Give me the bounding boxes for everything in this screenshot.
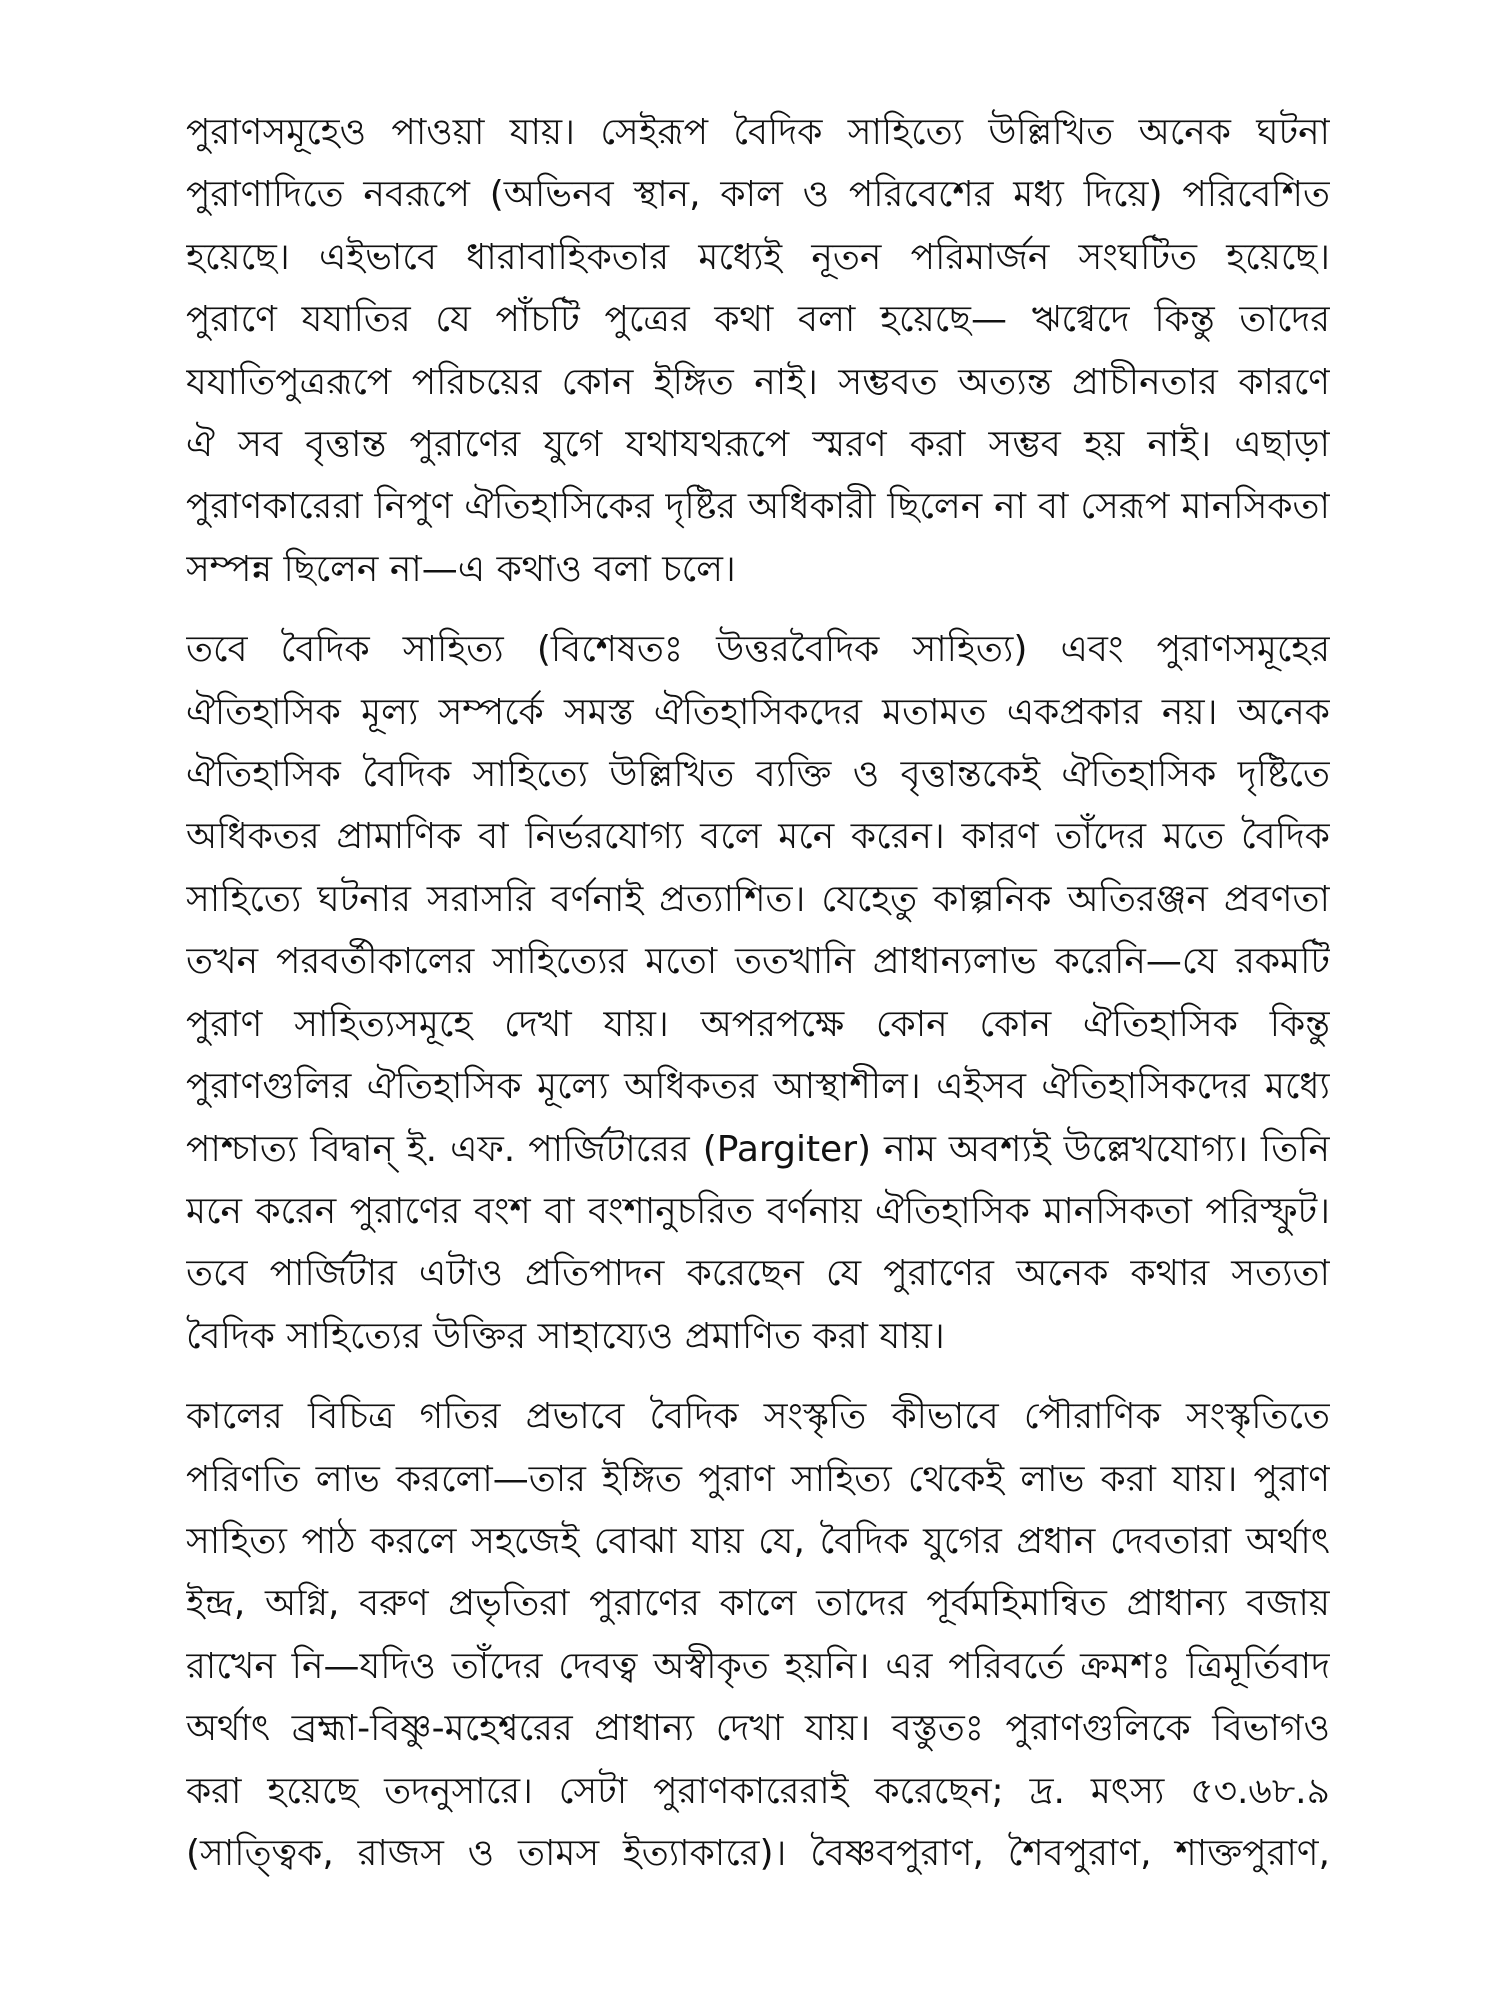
text-line: তখন পরবর্তীকালের সাহিত্যের মতো ততখানি প্রাধান্যলাভ করেনি—যে রকমটি (186, 941, 1330, 983)
text-line: করা হয়েছে তদনুসারে। সেটা পুরাণকারেরাই করেছেন; দ্র. মৎস্য ৫৩.৬৮.৯ (186, 1770, 1330, 1812)
text-line: পুরাণগুলির ঐতিহাসিক মূল্যে অধিকতর আস্থাশীল। এইসব ঐতিহাসিকদের মধ্যে (186, 1066, 1330, 1108)
text-line: ইন্দ্র, অগ্নি, বরুণ প্রভৃতিরা পুরাণের কালে তাদের পূর্বমহিমান্বিত প্রাধান্য বজায় (186, 1583, 1330, 1625)
text-line: ঐতিহাসিক মূল্য সম্পর্কে সমস্ত ঐতিহাসিকদের মতামত একপ্রকার নয়। অনেক (186, 691, 1330, 733)
text-line: তবে পার্জিটার এটাও প্রতিপাদন করেছেন যে পুরাণের অনেক কথার সত্যতা (186, 1253, 1330, 1295)
text-line: অধিকতর প্রামাণিক বা নির্ভরযোগ্য বলে মনে করেন। কারণ তাঁদের মতে বৈদিক (186, 816, 1330, 858)
text-line: সম্পন্ন ছিলেন না—এ কথাও বলা চলে। (186, 548, 736, 590)
paragraph-2 (186, 619, 1330, 1368)
text-line: পুরাণে যযাতির যে পাঁচটি পুত্রের কথা বলা হয়েছে— ঋগ্বেদে কিন্তু তাদের (186, 299, 1330, 341)
text-line: পাশ্চাত্য বিদ্বান্ ই. এফ. পার্জিটারের (Pargiter) নাম অবশ্যই উল্লেখযোগ্য। তিনি (186, 1128, 1330, 1170)
text-line: পুরাণ সাহিত্যসমূহে দেখা যায়। অপরপক্ষে কোন কোন ঐতিহাসিক কিন্তু (186, 1003, 1330, 1045)
text-line: বৈদিক সাহিত্যের উক্তির সাহায্যেও প্রমাণিত করা যায়। (186, 1315, 945, 1357)
text-line: হয়েছে। এইভাবে ধারাবাহিকতার মধ্যেই নূতন পরিমার্জন সংঘটিত হয়েছে। (186, 236, 1330, 278)
text-line: ঐতিহাসিক বৈদিক সাহিত্যে উল্লিখিত ব্যক্তি ও বৃত্তান্তকেই ঐতিহাসিক দৃষ্টিতে (186, 754, 1330, 796)
text-line: মনে করেন পুরাণের বংশ বা বংশানুচরিত বর্ণনায় ঐতিহাসিক মানসিকতা পরিস্ফুট। (186, 1190, 1330, 1232)
paragraph-3 (186, 1386, 1330, 1885)
text-line: অর্থাৎ ব্রহ্মা-বিষ্ণু-মহেশ্বরের প্রাধান্য দেখা যায়। বস্তুতঃ পুরাণগুলিকে বিভাগও (186, 1708, 1330, 1750)
text-line: সাহিত্য পাঠ করলে সহজেই বোঝা যায় যে, বৈদিক যুগের প্রধান দেবতারা অর্থাৎ (186, 1520, 1330, 1562)
text-line: পুরাণকারেরা নিপুণ ঐতিহাসিকের দৃষ্টির অধিকারী ছিলেন না বা সেরূপ মানসিকতা (186, 486, 1330, 528)
text-line: পুরাণসমূহেও পাওয়া যায়। সেইরূপ বৈদিক সাহিত্যে উল্লিখিত অনেক ঘটনা (186, 112, 1330, 153)
body-text (186, 102, 1330, 1885)
text-line: পরিণতি লাভ করলো—তার ইঙ্গিত পুরাণ সাহিত্য থেকেই লাভ করা যায়। পুরাণ (186, 1458, 1330, 1500)
text-line: ঐ সব বৃত্তান্ত পুরাণের যুগে যথাযথরূপে স্মরণ করা সম্ভব হয় নাই। এছাড়া (186, 424, 1330, 466)
paragraph-1 (186, 102, 1330, 601)
text-line: কালের বিচিত্র গতির প্রভাবে বৈদিক সংস্কৃতি কীভাবে পৌরাণিক সংস্কৃতিতে (186, 1396, 1330, 1438)
text-line: তবে বৈদিক সাহিত্য (বিশেষতঃ উত্তরবৈদিক সাহিত্য) এবং পুরাণসমূহের (186, 629, 1330, 671)
text-line: (সাত্ত্বিক, রাজস ও তামস ইত্যাকারে)। বৈষ্ণবপুরাণ, শৈবপুরাণ, শাক্তপুরাণ, (186, 1832, 1330, 1874)
text-line: পুরাণাদিতে নবরূপে (অভিনব স্থান, কাল ও পরিবেশের মধ্য দিয়ে) পরিবেশিত (186, 174, 1330, 216)
text-line: যযাতিপুত্ররূপে পরিচয়ের কোন ইঙ্গিত নাই। সম্ভবত অত্যন্ত প্রাচীনতার কারণে (186, 361, 1330, 403)
text-line: সাহিত্যে ঘটনার সরাসরি বর্ণনাই প্রত্যাশিত। যেহেতু কাল্পনিক অতিরঞ্জন প্রবণতা (186, 878, 1330, 920)
text-line: রাখেন নি—যদিও তাঁদের দেবত্ব অস্বীকৃত হয়নি। এর পরিবর্তে ক্রমশঃ ত্রিমূর্তিবাদ (186, 1645, 1330, 1687)
